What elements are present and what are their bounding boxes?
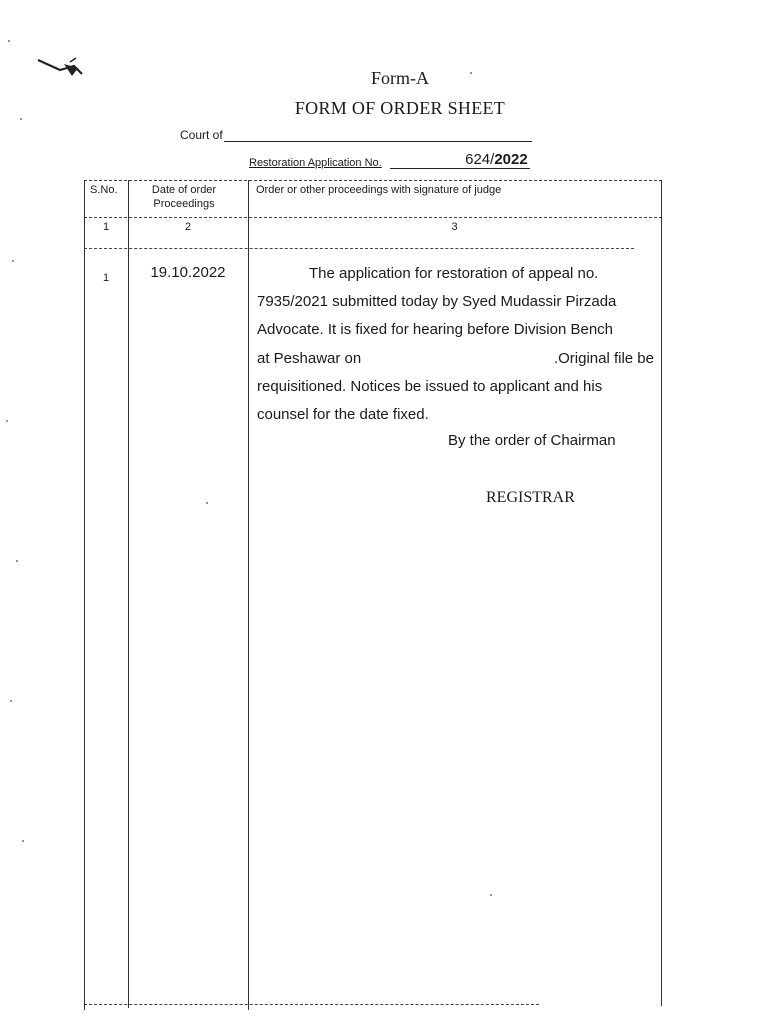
order-line-text: counsel for the date fixed. bbox=[257, 406, 429, 424]
column-number-3: 3 bbox=[451, 221, 458, 233]
column-header-date: Date of order Proceedings bbox=[151, 184, 217, 210]
scan-speck bbox=[6, 420, 8, 422]
column-divider-1 bbox=[128, 180, 129, 1008]
court-of-blank-line bbox=[224, 129, 532, 142]
column-number-divider bbox=[84, 248, 634, 249]
row-sno: 1 bbox=[102, 272, 110, 284]
registrar-signatory: REGISTRAR bbox=[486, 489, 575, 506]
scan-speck bbox=[206, 502, 208, 504]
scan-speck bbox=[12, 260, 14, 262]
form-label: Form-A bbox=[371, 68, 429, 88]
order-line-text: Advocate. It is fixed for hearing before Division Bench bbox=[257, 321, 614, 339]
order-line-text: requisitioned. Notices be issued to applicant and his bbox=[257, 377, 603, 395]
scan-speck bbox=[10, 700, 12, 702]
scan-speck bbox=[8, 40, 10, 42]
column-number-1: 1 bbox=[102, 221, 110, 233]
restoration-application-label: Restoration Application No. bbox=[249, 157, 382, 169]
order-line-text: .Original file be bbox=[553, 349, 654, 367]
scan-speck bbox=[20, 118, 22, 120]
order-line-text: 7935/2021 submitted today by Syed Mudassir Pirzada bbox=[257, 293, 617, 311]
order-line bbox=[257, 316, 654, 344]
order-line-text: at Peshawar on bbox=[257, 349, 362, 367]
column-number-2: 2 bbox=[184, 221, 192, 233]
table-bottom-border bbox=[84, 1004, 539, 1005]
scan-speck bbox=[22, 840, 24, 842]
restoration-application-number bbox=[390, 151, 530, 169]
order-line-text: The application for restoration of appeal no. bbox=[309, 265, 599, 282]
order-line bbox=[257, 401, 654, 429]
order-line bbox=[257, 260, 654, 288]
table-right-border bbox=[661, 180, 662, 1006]
form-title: FORM OF ORDER SHEET bbox=[294, 98, 506, 118]
court-of-field bbox=[180, 128, 532, 142]
order-line bbox=[257, 345, 654, 373]
order-line bbox=[257, 373, 654, 401]
table-left-border bbox=[84, 180, 85, 1010]
column-header-order: Order or other proceedings with signature of judge bbox=[256, 184, 502, 196]
scan-speck bbox=[470, 72, 472, 74]
signature-line: By the order of Chairman bbox=[448, 432, 616, 449]
order-line bbox=[257, 288, 654, 316]
column-header-sno: S.No. bbox=[90, 184, 118, 196]
column-divider-2 bbox=[248, 180, 249, 1010]
scan-speck bbox=[16, 560, 18, 562]
application-number: 624/ bbox=[465, 151, 495, 168]
restoration-application-field bbox=[249, 151, 530, 169]
application-year: 2022 bbox=[494, 151, 528, 168]
scan-speck bbox=[490, 894, 492, 896]
header-divider bbox=[84, 217, 662, 218]
table-top-border bbox=[84, 180, 662, 181]
order-text bbox=[257, 260, 654, 429]
court-of-label: Court of bbox=[180, 128, 223, 142]
row-date: 19.10.2022 bbox=[150, 264, 226, 281]
